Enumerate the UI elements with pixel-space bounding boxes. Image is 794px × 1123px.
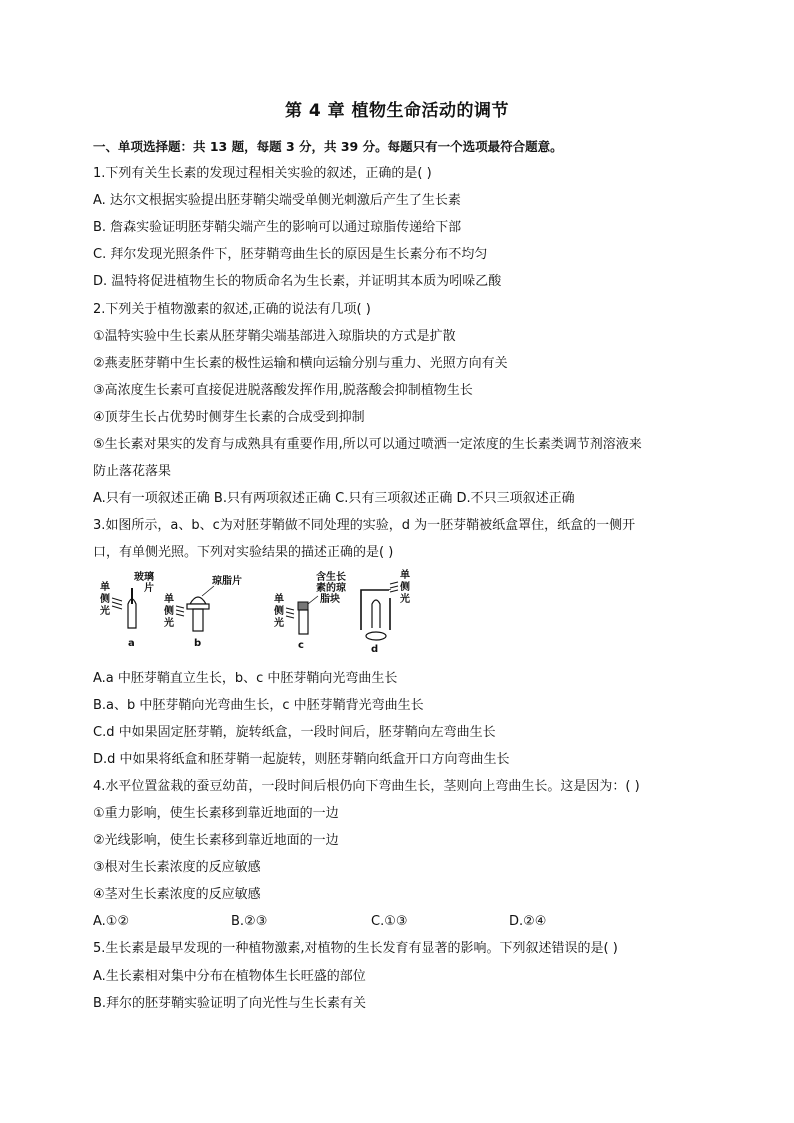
setup-b — [163, 574, 242, 649]
setup-d — [361, 568, 410, 655]
auxin-agar-block — [298, 602, 308, 610]
q2-statement-4: ④顶芽生长占优势时侧芽生长素的合成受到抑制 — [93, 409, 365, 425]
q3-stem-line1: 3.如图所示，a、b、c为对胚芽鞘做不同处理的实验，d 为一胚芽鞘被纸盒罩住，纸盒的一侧开 — [93, 518, 636, 534]
svg-text:片: 片 — [144, 583, 154, 594]
rotating-base — [366, 632, 386, 640]
q2-statement-3: ③高浓度生长素可直接促进脱落酸发挥作用,脱落酸会抑制植物生长 — [93, 382, 473, 398]
light-arrows-c — [286, 608, 294, 618]
q5-option-b: B.拜尔的胚芽鞘实验证明了向光性与生长素有关 — [93, 995, 367, 1011]
q3-option-b: B.a、b 中胚芽鞘向光弯曲生长，c 中胚芽鞘背光弯曲生长 — [93, 697, 424, 713]
q4-option-c: C.①③ — [371, 914, 408, 930]
light-label-c: 单 — [274, 594, 284, 605]
light-arrows-a — [112, 598, 122, 609]
setup-c — [273, 570, 347, 651]
paper-box — [361, 590, 390, 630]
q4-statement-2: ②光线影响，使生长素移到靠近地面的一边 — [93, 833, 339, 849]
coleoptile-d — [372, 600, 380, 628]
q4-option-a: A.①② — [93, 914, 130, 930]
svg-text:脂块: 脂块 — [320, 594, 340, 605]
svg-text:光: 光 — [274, 618, 284, 629]
q2-statement-5: ⑤生长素对果实的发育与成熟具有重要作用,所以可以通过喷洒一定浓度的生长素类调节剂溶液来 — [93, 437, 642, 453]
svg-text:素的琼: 素的琼 — [316, 583, 346, 594]
q4-statement-3: ③根对生长素浓度的反应敏感 — [93, 860, 261, 876]
q3-option-a: A.a 中胚芽鞘直立生长，b、c 中胚芽鞘向光弯曲生长 — [93, 670, 398, 686]
q1-stem: 1.下列有关生长素的发现过程相关实验的叙述，正确的是( ) — [93, 166, 432, 182]
coleoptile-tip-b — [190, 597, 206, 604]
label-c: c — [298, 640, 304, 651]
page-title: 第 4 章 植物生命活动的调节 — [284, 101, 510, 121]
q3-experiment-figure — [98, 568, 428, 653]
q2-statement-1: ①温特实验中生长素从胚芽鞘尖端基部进入琼脂块的方式是扩散 — [93, 328, 456, 344]
q3-stem-line2: 口，有单侧光照。下列对实验结果的描述正确的是( ) — [93, 545, 394, 561]
agar-plate — [187, 604, 209, 609]
agar-label: 琼脂片 — [212, 576, 242, 587]
q4-option-b: B.②③ — [231, 914, 268, 930]
svg-text:侧: 侧 — [274, 606, 284, 617]
label-b: b — [194, 638, 202, 649]
q4-option-d: D.②④ — [509, 914, 547, 930]
q1-option-a: A. 达尔文根据实验提出胚芽鞘尖端受单侧光刺激后产生了生长素 — [93, 193, 461, 209]
coleoptile-b — [193, 609, 203, 631]
coleoptile-c — [299, 610, 308, 634]
q2-stem: 2.下列关于植物激素的叙述,正确的说法有几项( ) — [93, 301, 371, 317]
light-arrows-d — [390, 582, 398, 592]
experiment-diagram — [98, 568, 428, 653]
section-heading: 一、单项选择题：共 13 题，每题 3 分，共 39 分。每题只有一个选项最符合题意。 — [93, 139, 563, 154]
light-label-b: 单 — [164, 594, 174, 605]
svg-text:光: 光 — [164, 618, 174, 629]
q5-stem: 5.生长素是最早发现的一种植物激素,对植物的生长发育有显著的影响。下列叙述错误的是( ) — [93, 941, 618, 957]
q1-option-b: B. 詹森实验证明胚芽鞘尖端产生的影响可以通过琼脂传递给下部 — [93, 220, 462, 236]
svg-text:光: 光 — [400, 594, 410, 605]
svg-text:侧: 侧 — [100, 594, 110, 605]
q4-statement-4: ④茎对生长素浓度的反应敏感 — [93, 887, 261, 903]
auxin-agar-label: 含生长 — [316, 572, 346, 583]
q4-statement-1: ①重力影响，使生长素移到靠近地面的一边 — [93, 805, 339, 821]
q4-options — [93, 908, 703, 935]
label-d: d — [371, 644, 379, 655]
svg-text:侧: 侧 — [400, 582, 410, 593]
svg-text:侧: 侧 — [164, 606, 174, 617]
light-arrows-b — [176, 606, 184, 616]
q2-options: A.只有一项叙述正确 B.只有两项叙述正确 C.只有三项叙述正确 D.不只三项叙述正确 — [93, 491, 575, 507]
q3-option-c: C.d 中如果固定胚芽鞘，旋转纸盒，一段时间后，胚芽鞘向左弯曲生长 — [93, 724, 496, 740]
q5-option-a: A.生长素相对集中分布在植物体生长旺盛的部位 — [93, 968, 366, 984]
glass-label: 玻璃 — [134, 572, 154, 583]
q3-option-d: D.d 中如果将纸盒和胚芽鞘一起旋转，则胚芽鞘向纸盒开口方向弯曲生长 — [93, 751, 510, 767]
light-label-d: 单 — [400, 570, 410, 581]
setup-a — [99, 570, 154, 649]
q2-statement-2: ②燕麦胚芽鞘中生长素的极性运输和横向运输分别与重力、光照方向有关 — [93, 355, 508, 371]
label-a: a — [128, 638, 135, 649]
q1-option-c: C. 拜尔发现光照条件下，胚芽鞘弯曲生长的原因是生长素分布不均匀 — [93, 247, 488, 263]
svg-text:光: 光 — [100, 606, 110, 617]
q2-statement-5-cont: 防止落花落果 — [93, 464, 172, 480]
q4-stem: 4.水平位置盆栽的蚕豆幼苗，一段时间后根仍向下弯曲生长，茎则向上弯曲生长。这是因为：( ) — [93, 778, 640, 794]
light-label-a: 单 — [100, 582, 110, 593]
q1-option-d: D. 温特将促进植物生长的物质命名为生长素，并证明其本质为吲哚乙酸 — [93, 274, 502, 290]
